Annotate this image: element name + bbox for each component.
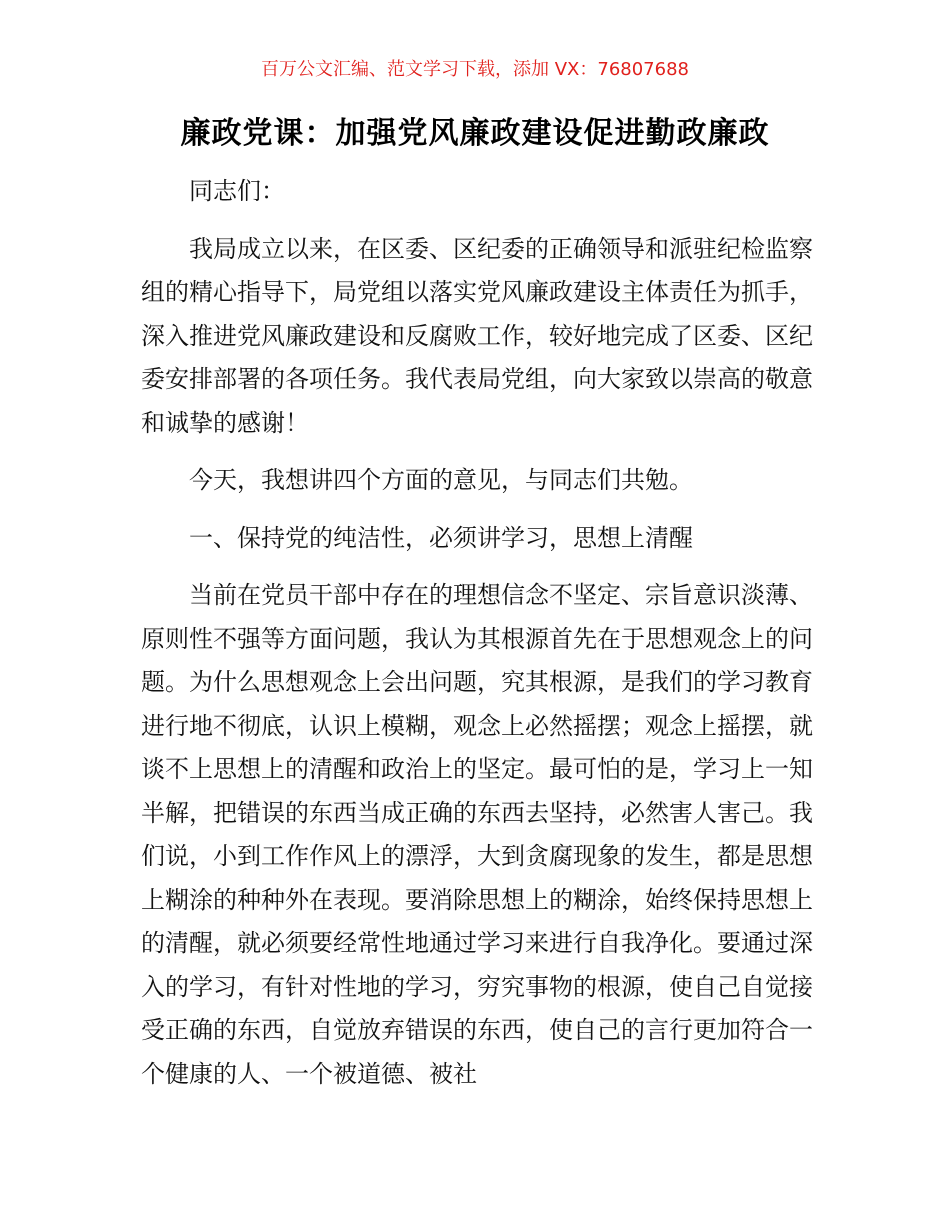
- paragraph: 当前在党员干部中存在的理想信念不坚定、宗旨意识淡薄、原则性不强等方面问题，我认为其根源首先在于思想观念上的问题。为什么思想观念上会出问题，究其根源，是我们的学习教育进行地不彻底，认识上模糊，观念上必然摇摆；观念上摇摆，就谈不上思想上的清醒和政治上的坚定。最可怕的是，学习上一知半解，把错误的东西当成正确的东西去坚持，必然害人害己。我们说，小到工作作风上的漂浮，大到贪腐现象的发生，都是思想上糊涂的种种外在表现。要消除思想上的糊涂，始终保持思想上的清醒，就必须要经常性地通过学习来进行自我净化。要通过深入的学习，有针对性地的学习，穷究事物的根源，使自己自觉接受正确的东西，自觉放弃错误的东西，使自己的言行更加符合一个健康的人、一个被道德、被社: [141, 581, 813, 1088]
- document-body: [141, 170, 813, 1096]
- salutation: 同志们：: [189, 177, 285, 205]
- header-note: 百万公文汇编、范文学习下载，添加 VX：76807688: [261, 59, 689, 80]
- document-title: 廉政党课：加强党风廉政建设促进勤政廉政: [180, 116, 770, 151]
- paragraph: 今天，我想讲四个方面的意见，与同志们共勉。: [189, 466, 693, 494]
- section-heading: 一、保持党的纯洁性，必须讲学习，思想上清醒: [189, 523, 693, 552]
- paragraph: 我局成立以来，在区委、区纪委的正确领导和派驻纪检监察组的精心指导下，局党组以落实党风廉政建设主体责任为抓手，深入推进党风廉政建设和反腐败工作，较好地完成了区委、区纪委安排部署的各项任务。我代表局党组，向大家致以崇高的敬意和诚挚的感谢！: [141, 234, 813, 437]
